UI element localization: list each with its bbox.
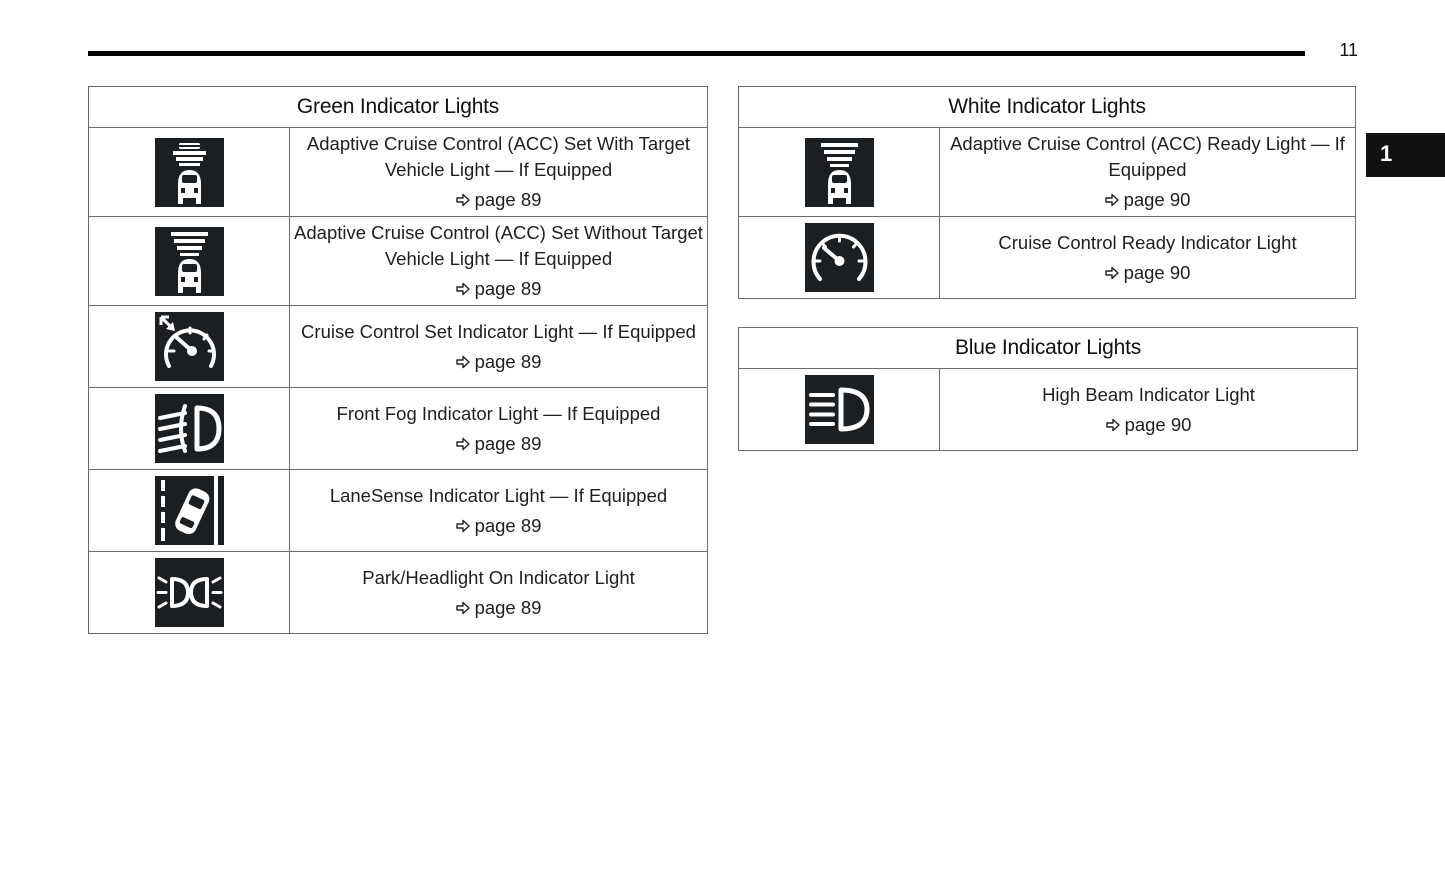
acc-set-with-target-icon — [155, 138, 224, 207]
table-row — [739, 369, 1358, 451]
page-reference[interactable]: page 89 — [290, 276, 707, 302]
white-indicator-table — [738, 86, 1356, 299]
arrow-right-icon — [456, 519, 470, 533]
cruise-ready-icon — [805, 223, 874, 292]
acc-ready-icon — [805, 138, 874, 207]
green-table-title: Green Indicator Lights — [89, 87, 708, 128]
indicator-description: LaneSense Indicator Light — If Equipped — [329, 484, 668, 506]
indicator-description: Front Fog Indicator Light — If Equipped — [336, 402, 661, 424]
indicator-description: Adaptive Cruise Control (ACC) Set Without Target Vehicle Light — If Equipped — [294, 222, 703, 269]
arrow-right-icon — [456, 193, 470, 207]
page-reference[interactable]: page 89 — [290, 513, 707, 539]
page-reference[interactable]: page 90 — [940, 412, 1357, 438]
lanesense-icon — [155, 476, 224, 545]
cruise-set-icon — [155, 312, 224, 381]
blue-indicator-table — [738, 327, 1358, 451]
acc-set-without-target-icon — [155, 227, 224, 296]
front-fog-icon — [155, 394, 224, 463]
indicator-description: Cruise Control Set Indicator Light — If Equipped — [301, 320, 696, 342]
arrow-right-icon — [1105, 193, 1119, 207]
table-row — [89, 470, 708, 552]
table-row — [89, 552, 708, 634]
arrow-right-icon — [456, 601, 470, 615]
arrow-right-icon — [456, 282, 470, 296]
indicator-description: Adaptive Cruise Control (ACC) Ready Light — If Equipped — [950, 133, 1345, 180]
table-row — [89, 388, 708, 470]
table-row — [739, 128, 1356, 217]
arrow-right-icon — [1105, 266, 1119, 280]
high-beam-icon — [805, 375, 874, 444]
table-row — [89, 217, 708, 306]
arrow-right-icon — [456, 437, 470, 451]
green-indicator-table — [88, 86, 708, 634]
indicator-description: Adaptive Cruise Control (ACC) Set With Target Vehicle Light — If Equipped — [306, 133, 691, 180]
indicator-description: Park/Headlight On Indicator Light — [362, 566, 635, 588]
page-reference[interactable]: page 89 — [290, 431, 707, 457]
table-row — [89, 306, 708, 388]
blue-table-title: Blue Indicator Lights — [739, 328, 1358, 369]
arrow-right-icon — [456, 355, 470, 369]
page-reference[interactable]: page 89 — [290, 187, 707, 213]
table-row — [89, 128, 708, 217]
page-reference[interactable]: page 90 — [940, 187, 1355, 213]
section-tab: 1 — [1366, 133, 1445, 177]
page-reference[interactable]: page 90 — [940, 260, 1355, 286]
arrow-right-icon — [1106, 418, 1120, 432]
header-rule — [88, 51, 1305, 56]
park-headlight-icon — [155, 558, 224, 627]
table-row — [739, 217, 1356, 299]
indicator-description: Cruise Control Ready Indicator Light — [998, 231, 1297, 253]
page-reference[interactable]: page 89 — [290, 595, 707, 621]
white-table-title: White Indicator Lights — [739, 87, 1356, 128]
page-reference[interactable]: page 89 — [290, 349, 707, 375]
page-number: 11 — [1339, 40, 1358, 60]
indicator-description: High Beam Indicator Light — [1042, 383, 1255, 405]
